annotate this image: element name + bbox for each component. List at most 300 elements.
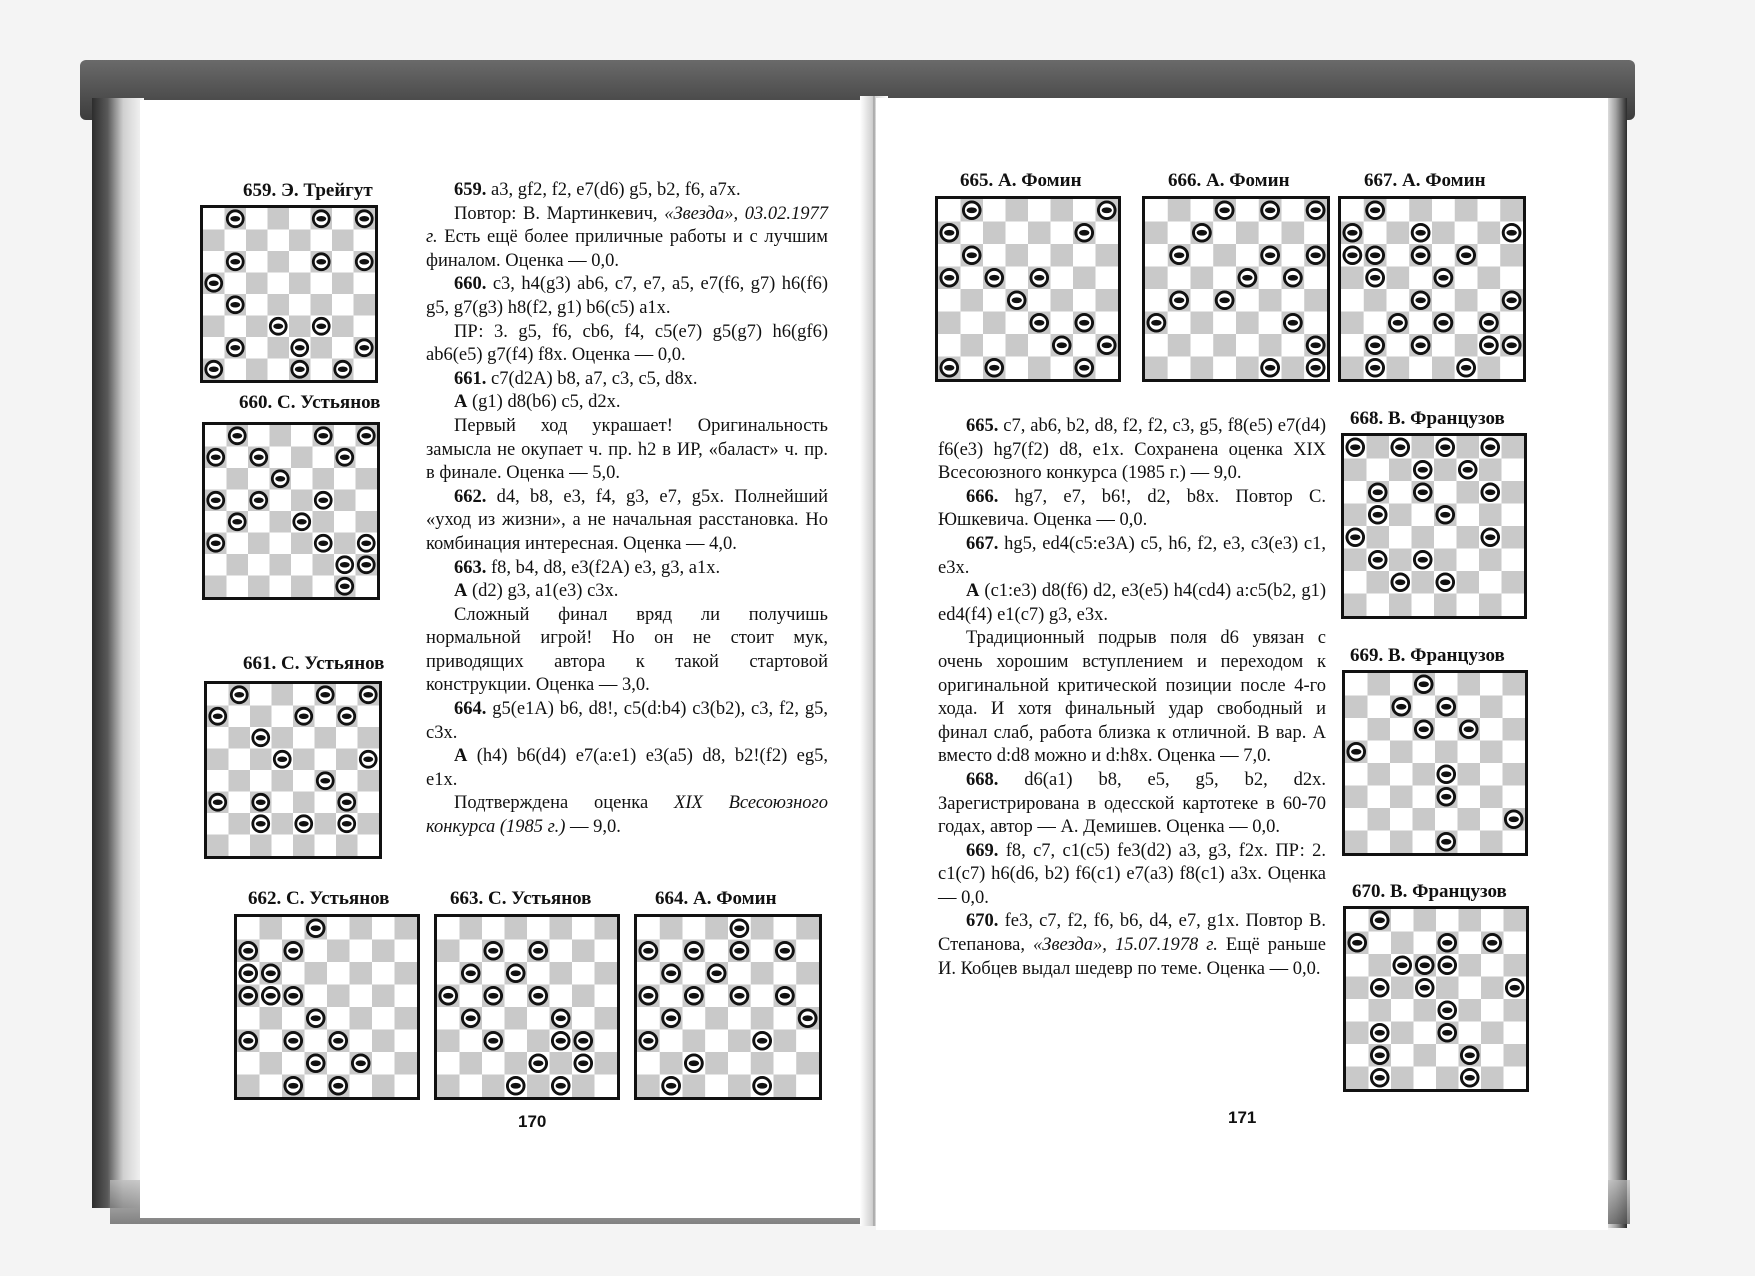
board-square [350,940,373,963]
board-square [437,1075,460,1098]
checker-piece [530,942,547,959]
board-square [250,835,272,857]
checker-piece [240,965,257,982]
board-square [595,1052,618,1075]
checker-piece [1307,359,1324,376]
board-square [372,985,395,1008]
checker-piece [1480,314,1497,331]
board-square [395,1075,418,1098]
checker-piece [1461,1047,1478,1064]
checker-piece [1371,979,1388,996]
solution-paragraph [426,557,828,581]
board-square [460,1052,483,1075]
checker-piece [1412,337,1429,354]
board-square [203,294,225,316]
board-square [572,940,595,963]
board-square [229,749,251,771]
checker-piece [358,557,374,573]
solution-text: fe3, c7, f2, f6, b6, d4, e7, g1x. Повтор В. Степанова, [938,911,1326,956]
board-square [1145,199,1168,222]
board-square [1006,357,1029,380]
board-square [207,684,229,706]
board-square [1168,199,1191,222]
board-square [229,792,251,814]
board-square [1413,741,1436,764]
board-square [1503,718,1526,741]
left-page [140,100,870,1218]
board-square [1073,334,1096,357]
board-square [1051,267,1074,290]
board-square [572,962,595,985]
board-square [1455,334,1478,357]
checker-piece [358,535,374,551]
board-square [796,1030,819,1053]
checkers-diagram [1342,670,1528,856]
board-square [1304,222,1327,245]
checker-piece [575,1032,592,1049]
checker-piece [1438,833,1455,850]
checker-piece [1367,202,1384,219]
board-square [1051,244,1074,267]
problem-number: 659. [454,180,487,200]
board-square [334,468,356,490]
board-square [311,337,333,359]
checker-piece [1416,979,1433,996]
board-square [1480,741,1503,764]
board-square [291,447,313,469]
board-square [983,222,1006,245]
board-square [1304,312,1327,335]
checker-piece [1367,269,1384,286]
board-square [207,749,229,771]
board-square [1432,222,1455,245]
board-square [796,985,819,1008]
board-square [460,940,483,963]
board-square [1236,357,1259,380]
board-square [372,1075,395,1098]
board-square [1459,977,1482,1000]
board-square [1435,741,1458,764]
board-square [1502,526,1525,549]
checker-piece [1392,574,1409,591]
board-square [683,917,706,940]
board-square [1259,222,1282,245]
board-square [332,208,354,230]
board-square [1459,999,1482,1022]
board-square [229,835,251,857]
checker-piece [1439,934,1456,951]
board-square [272,684,294,706]
solution-text: (c1:e3) d8(f6) d2, e3(e5) h4(cd4) a:c5(b2, g1) ed4(f4) e1(c7) g3, e3x. [938,581,1326,625]
board-square [350,917,373,940]
board-square [332,294,354,316]
checker-piece [285,1032,302,1049]
board-square [1390,673,1413,696]
board-square [1259,289,1282,312]
board-square [1479,571,1502,594]
board-square [1391,977,1414,1000]
board-square [1434,459,1457,482]
board-square [527,1007,550,1030]
board-square [358,792,380,814]
board-square [505,940,528,963]
board-square [1436,977,1459,1000]
board-square [683,962,706,985]
board-square [1028,334,1051,357]
checker-piece [1439,1024,1456,1041]
checker-piece [1505,811,1522,828]
board-square [1389,549,1412,572]
board-square [550,962,573,985]
solution-paragraph [426,415,828,486]
checker-piece [307,1055,324,1072]
board-square [1006,334,1029,357]
board-square [460,1030,483,1053]
board-square [1480,808,1503,831]
board-square [1367,526,1390,549]
checker-piece [1031,314,1048,331]
board-square [305,1075,328,1098]
board-square [1455,289,1478,312]
checker-piece [754,1077,771,1094]
board-square [527,917,550,940]
board-square [270,576,292,598]
board-square [268,251,290,273]
board-square [225,316,247,338]
checker-piece [986,359,1003,376]
right-page [876,98,1608,1230]
diagram-title: 667. А. Фомин [1364,170,1486,191]
checker-piece [1239,269,1256,286]
board-square [270,490,292,512]
diagram-title: 670. В. Французов [1352,881,1507,902]
board-square [1478,289,1501,312]
board-square [250,684,272,706]
checker-piece [337,578,353,594]
board-square [1502,571,1525,594]
board-square [1096,289,1119,312]
board-square [358,813,380,835]
checker-piece [552,1077,569,1094]
checker-piece [1371,1069,1388,1086]
board-square [1502,459,1525,482]
checker-piece [1216,202,1233,219]
board-square [1236,222,1259,245]
board-square [1368,741,1391,764]
board-square [774,1075,797,1098]
board-square [1432,334,1455,357]
checker-piece [1171,292,1188,309]
board-square [705,1007,728,1030]
solution-text: Первый ход украшает! Оригинальность замысла не окупает ч. пр. h2 в ИР, «баласт» ч. пр. в финале. Оценка — 5,0. [426,415,828,484]
board-square [225,273,247,295]
checker-piece [285,942,302,959]
board-square [1367,459,1390,482]
checker-piece [292,340,308,356]
solution-text: f8, b4, d8, e3(f2A) e3, g3, a1x. [486,557,721,578]
board-square [637,1075,660,1098]
board-square [938,199,961,222]
board-square [1481,977,1504,1000]
solution-paragraph [426,179,828,203]
board-square [1503,786,1526,809]
solution-text: (h4) b6(d4) e7(a:e1) e3(a5) d8, b2!(f2) eg5, e1x. [426,746,828,790]
checkers-diagram [935,196,1121,382]
board-square [225,359,247,381]
board-square [1434,549,1457,572]
board-square [482,1007,505,1030]
board-square [505,985,528,1008]
checker-piece [941,269,958,286]
board-square [205,511,227,533]
board-square [315,835,337,857]
board-square [305,1030,328,1053]
board-square [1434,526,1457,549]
board-square [1457,594,1480,617]
board-square [327,1007,350,1030]
checker-piece [1484,934,1501,951]
board-square [1436,1067,1459,1090]
checker-piece [1458,359,1475,376]
checker-piece [1416,957,1433,974]
board-square [1479,504,1502,527]
checker-piece [1439,957,1456,974]
board-square [1282,334,1305,357]
board-square [1504,1044,1527,1067]
board-square [1213,357,1236,380]
board-square [291,468,313,490]
board-square [1006,199,1029,222]
checker-piece [776,942,793,959]
board-square [203,337,225,359]
checker-piece [317,687,333,703]
solution-paragraph [938,580,1326,627]
checker-piece [1307,247,1324,264]
board-square [313,576,335,598]
board-square [728,1052,751,1075]
board-square [1413,763,1436,786]
checker-piece [1435,269,1452,286]
checkers-diagram [1142,196,1330,382]
solution-paragraph [938,910,1326,981]
solution-text: Традиционный подрыв поля d6 увязан с очень хорошим вступлением и переходом к оригинальной критической позиции после 4-го хода. И хотя финальный удар свободный и финал слаб, работа близка к отличной. В вар. А вместо d:d8 можно и d:h8x. Оценка — 7,0. [938,628,1326,767]
board-square [1436,1044,1459,1067]
board-square [272,770,294,792]
checker-piece [1437,574,1454,591]
board-square [248,425,270,447]
board-square [595,1075,618,1098]
board-square [1479,459,1502,482]
checker-piece [1076,224,1093,241]
board-square [260,940,283,963]
board-square [1341,267,1364,290]
board-square [774,917,797,940]
board-square [332,251,354,273]
board-square [1096,312,1119,335]
checker-piece [1415,721,1432,738]
board-square [527,1075,550,1098]
board-square [227,468,249,490]
board-square [311,294,333,316]
board-square [225,230,247,252]
board-square [1168,357,1191,380]
checker-piece [253,794,269,810]
board-square [282,1052,305,1075]
board-square [796,962,819,985]
board-square [595,940,618,963]
board-square [774,1052,797,1075]
board-square [1500,244,1523,267]
board-square [637,1007,660,1030]
solution-text: c3, h4(g3) ab6, c7, e7, a5, e7(f6, g7) h6(f6) g5, g7(g3) h8(f2, g1) b6(c5) a1x. [426,274,828,318]
board-square [1387,289,1410,312]
checker-piece [240,942,257,959]
problem-number: 663. [454,557,487,578]
board-square [460,985,483,1008]
board-square [1096,222,1119,245]
checker-piece [1031,269,1048,286]
board-square [1304,267,1327,290]
board-square [1500,312,1523,335]
checker-piece [337,557,353,573]
board-square [268,337,290,359]
board-square [1459,932,1482,955]
board-square [1413,786,1436,809]
board-square [1480,831,1503,854]
board-square [268,208,290,230]
board-square [1191,334,1214,357]
board-square [961,289,984,312]
solution-text: hg7, e7, b6!, d2, b8x. Повтор С. Юшкевича. Оценка — 0,0. [938,486,1326,531]
board-square [227,554,249,576]
board-square [272,727,294,749]
board-square [1259,312,1282,335]
board-square [289,208,311,230]
checker-piece [941,224,958,241]
checker-piece [1369,484,1386,501]
checker-piece [285,1077,302,1094]
checker-piece [358,428,374,444]
checker-piece [208,492,224,508]
checker-piece [640,987,657,1004]
board-square [505,1052,528,1075]
board-square [751,962,774,985]
board-square [1259,267,1282,290]
board-square [260,1075,283,1098]
board-square [683,1075,706,1098]
board-square [796,1075,819,1098]
board-square [1346,999,1369,1022]
board-square [205,425,227,447]
solution-paragraph [426,321,828,368]
board-square [1414,999,1437,1022]
board-square [336,727,358,749]
diagram-title: 659. Э. Трейгут [243,180,373,201]
board-square [1481,999,1504,1022]
board-square [1368,673,1391,696]
checker-piece [1482,439,1499,456]
board-square [482,962,505,985]
solution-text: d4, b8, e3, f4, g3, e7, g5x. Полнейший «уход из жизни», а не начальная расстановка. Но комбинация интересная. Оценка — 4,0. [426,486,828,554]
checker-piece [1053,337,1070,354]
board-square [1432,199,1455,222]
board-square [751,917,774,940]
board-square [1500,199,1523,222]
checker-piece [1307,202,1324,219]
board-square [305,985,328,1008]
checker-piece [1371,1024,1388,1041]
solution-text: ПР: 3. g5, f6, cb6, f4, c5(e7) g5(g7) h6(gf6) ab6(e5) g7(f4) f8x. Оценка — 0,0. [426,321,828,366]
board-square [1051,357,1074,380]
board-square [246,208,268,230]
board-square [1191,244,1214,267]
checker-piece [1076,359,1093,376]
board-square [1344,571,1367,594]
board-square [1191,312,1214,335]
checker-piece [1412,224,1429,241]
board-square [289,273,311,295]
board-square [1096,357,1119,380]
solution-text: hg5, ed4(c5:e3A) c5, h6, f2, e3, c3(e3) c1, e3x. [938,533,1326,578]
board-square [1457,526,1480,549]
board-square [774,1007,797,1030]
board-square [1504,1067,1527,1090]
board-square [356,490,378,512]
checker-piece [339,816,355,832]
board-square [1409,357,1432,380]
board-square [1412,526,1435,549]
board-square [1168,312,1191,335]
board-square [327,962,350,985]
solution-text: d6(a1) b8, e5, g5, b2, d2x. Зарегистрирована в одесской картотеке в 60-70 годах, автор — А. Демишев. Оценка — 0,0. [938,769,1326,838]
board-square [327,940,350,963]
board-square [229,813,251,835]
board-square [1409,267,1432,290]
board-square [250,706,272,728]
board-square [315,706,337,728]
board-square [1368,696,1391,719]
board-square [1389,504,1412,527]
solution-text: c7(d2A) b8, a7, c3, c5, d8x. [486,368,698,389]
checker-piece [1307,337,1324,354]
board-square [311,273,333,295]
solution-paragraph [426,698,828,745]
board-square [1479,594,1502,617]
board-square [1282,357,1305,380]
checker-piece [1503,292,1520,309]
checkers-diagram [200,205,378,383]
board-square [1459,954,1482,977]
board-square [1458,808,1481,831]
board-square [1435,673,1458,696]
board-square [1145,334,1168,357]
board-square [1341,289,1364,312]
board-square [1191,289,1214,312]
solution-text: Сложный финал вряд ли получишь нормальной игрой! Но он не стоит мук, приводящих автора к такой стартовой конструкции. Оценка — 3,0. [426,604,828,696]
board-square [1478,357,1501,380]
board-square [1457,571,1480,594]
checker-piece [294,514,310,530]
board-square [482,917,505,940]
board-square [1434,594,1457,617]
board-square [1504,909,1527,932]
board-square [350,1007,373,1030]
board-square [270,425,292,447]
board-square [437,1030,460,1053]
solution-text: (g1) d8(b6) c5, d2x. [467,392,621,413]
board-square [1435,718,1458,741]
board-square [1480,763,1503,786]
